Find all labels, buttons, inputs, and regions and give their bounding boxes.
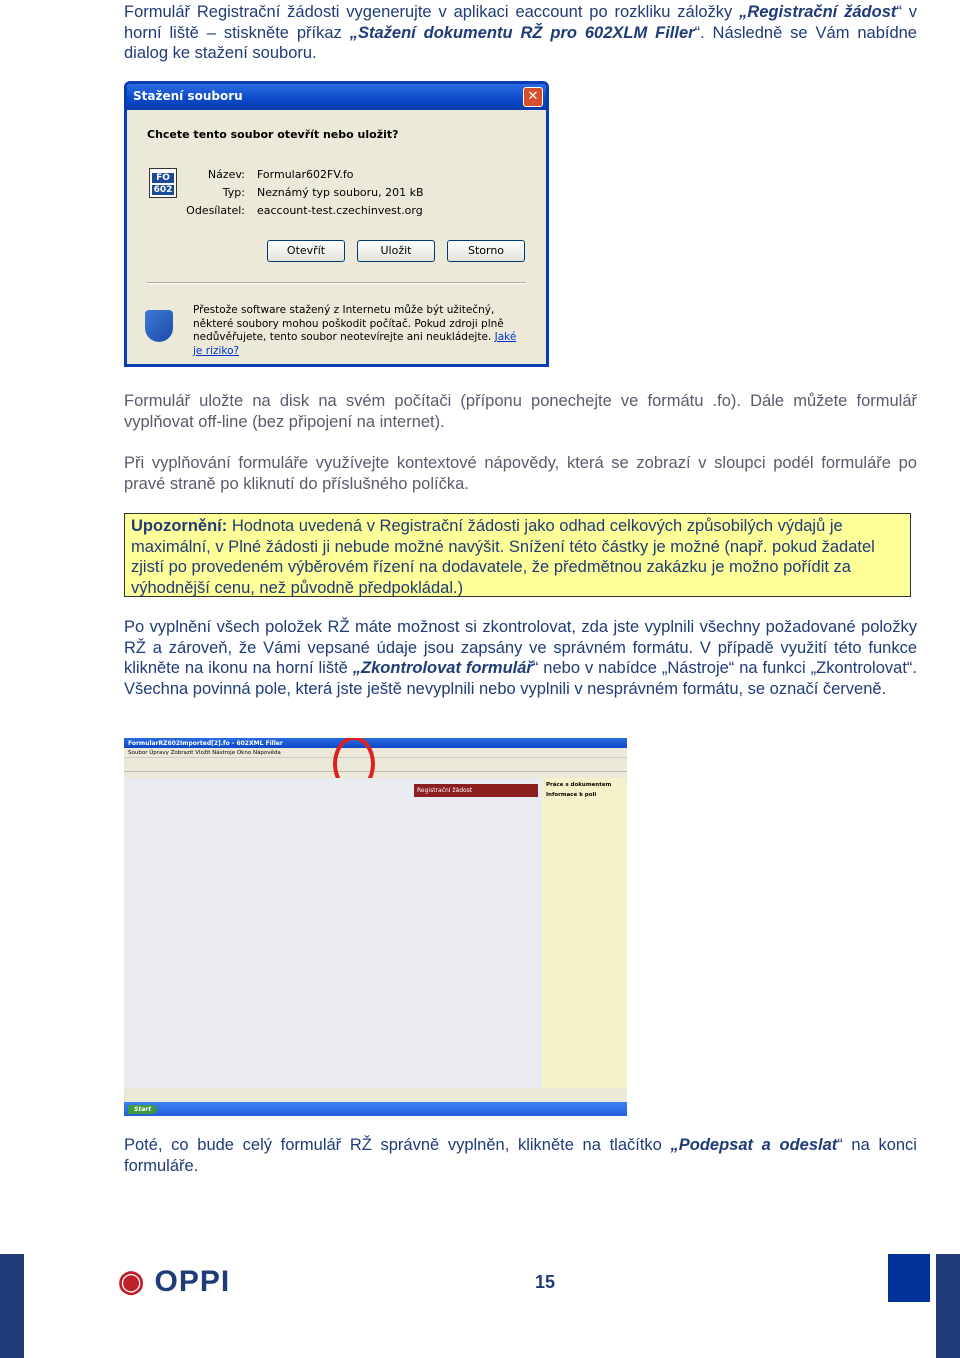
oppi-logo: ◉ OPPI <box>118 1265 231 1298</box>
open-button[interactable]: Otevřít <box>267 240 345 262</box>
cancel-button[interactable]: Storno <box>447 240 525 262</box>
footer-bar-right <box>936 1254 960 1358</box>
security-warning: Přestože software stažený z Internetu může být užitečný, některé soubory mohou poškodit počítač. Pokud zdroji plně nedůvěřujete, tento soubor neotevírejte ani neukládejte. Jaké je riziko? <box>193 304 517 357</box>
check-paragraph: Po vyplnění všech položek RŽ máte možnost si zkontrolovat, zda jste vyplnili všechny požadované položky RŽ a zároveň, že Vámi vepsané údaje jsou zapsány ve správném formátu. V případě využití této funkce klikněte na ikonu na horní liště „Zkontrolovat formulář“ nebo v nabídce „Nástroje“ na funkci „Zkontrolovat“. Všechna povinná pole, která jste ještě nevyplnili nebo vyplnili v nesprávném formátu, se označí červeně. <box>124 618 917 698</box>
save-paragraph: Formulář uložte na disk na svém počítači (příponu ponechejte ve formátu .fo). Dále můžete formulář vyplňovat off-line (bez připojení na internet). <box>124 392 917 431</box>
start-button[interactable]: Start <box>128 1105 157 1114</box>
separator <box>147 282 526 284</box>
dialog-title: Stažení souboru <box>127 84 546 110</box>
shield-icon <box>145 310 173 342</box>
from-value: eaccount-test.czechinvest.org <box>257 204 423 217</box>
warning-note: Upozornění: Hodnota uvedená v Registrační žádosti jako odhad celkových způsobilých výdajů je maximální, v Plné žádosti ji nebude možné navýšit. Snížení této částky je možné (např. pokud žadatel zjistí po provedeném výběrovém řízení na dodavatele, že předmětnou zakázku je možno pořídit za výhodnější cenu, než původně předpokládal.) <box>124 513 911 597</box>
download-dialog <box>124 81 549 367</box>
sidebar-sub: Informace k poli <box>546 792 597 798</box>
from-label: Odesílatel: <box>186 204 245 217</box>
save-button[interactable]: Uložit <box>357 240 435 262</box>
help-paragraph: Při vyplňování formuláře využívejte kontextové nápovědy, která se zobrazí v sloupci podél formuláře po pravé straně po kliknutí do příslušného políčka. <box>124 454 917 493</box>
filler-menu: Soubor Úpravy Zobrazit Vložit Nástroje Okno Nápověda <box>124 748 627 758</box>
name-label: Název: <box>207 168 245 181</box>
sign-paragraph: Poté, co bude celý formulář RŽ správně vyplněn, klikněte na tlačítko „Podepsat a odeslat“ na konci formuláře. <box>124 1136 917 1175</box>
taskbar <box>124 1102 627 1116</box>
dialog-question: Chcete tento soubor otevřít nebo uložit? <box>147 128 399 141</box>
risk-link[interactable]: Jaké je riziko? <box>193 331 517 357</box>
filler-form <box>124 778 542 1088</box>
footer-bar-left <box>0 1254 24 1358</box>
type-value: Neznámý typ souboru, 201 kB <box>257 186 424 199</box>
name-value: Formular602FV.fo <box>257 168 354 181</box>
filler-sidebar <box>542 778 627 1088</box>
page-number: 15 <box>535 1272 556 1292</box>
filler-screenshot <box>124 738 627 1116</box>
eu-flag-icon <box>888 1254 930 1302</box>
intro-paragraph: Formulář Registrační žádosti vygenerujte v aplikaci eaccount po rozkliku záložky „Registrační žádost“ v horní liště – stiskněte příkaz „Stažení dokumentu RŽ pro 602XLM Filler“. Následně se Vám nabídne dialog ke stažení souboru. <box>124 3 917 63</box>
filler-title: FormularRZ602Imported[2].fo - 602XML Filler <box>124 738 627 748</box>
type-label: Typ: <box>222 186 245 199</box>
form-header: Registrační žádost <box>414 784 538 797</box>
filler-toolbar <box>124 758 627 772</box>
close-button[interactable]: ✕ <box>523 87 543 107</box>
sidebar-header: Práce s dokumentem <box>546 782 612 788</box>
file-icon: FO 602 <box>149 168 177 198</box>
